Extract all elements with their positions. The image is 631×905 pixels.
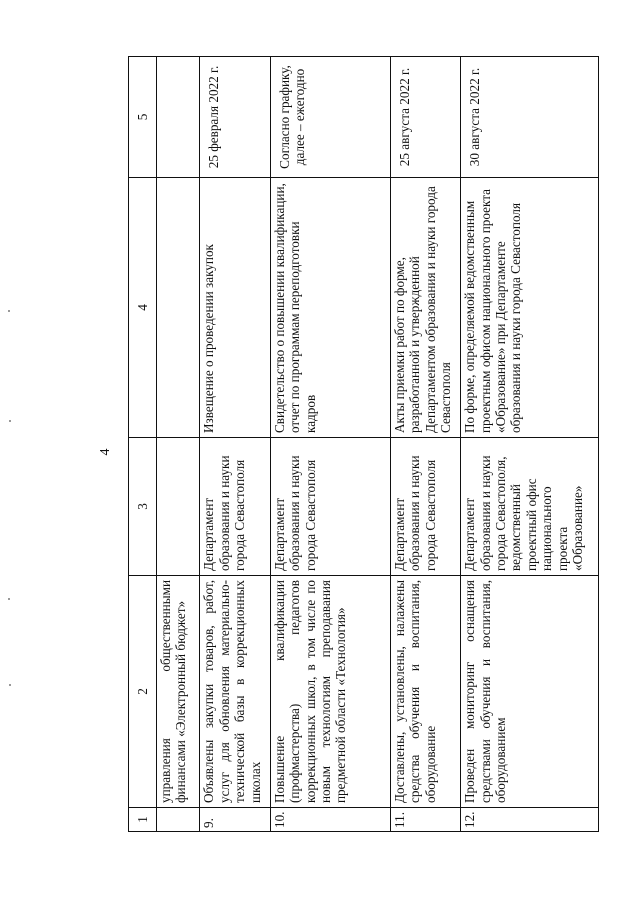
row-number: 11. <box>390 808 460 832</box>
rotated-table-container <box>128 57 599 832</box>
row-deadline: Согласно графику, далее – ежегодно <box>270 57 390 178</box>
row-number <box>156 808 199 832</box>
row-executor: Департамент образования и науки города Севастополя <box>270 438 390 576</box>
row-executor <box>156 438 199 576</box>
row-executor: Департамент образования и науки города Севастополя <box>390 438 460 576</box>
row-action: управления общественными финансами «Электронный бюджет» <box>156 576 199 808</box>
header-col-2: 2 <box>129 576 157 808</box>
row-executor: Департамент образования и науки города Севастополя, ведомственный проектный офис национального проекта «Образование» <box>461 438 599 576</box>
row-action: Проведен мониторинг оснащения средствами обучения и воспитания, оборудованием <box>461 576 599 808</box>
row-document <box>156 178 199 438</box>
table-row <box>270 57 390 832</box>
row-action: Объявлены закупки товаров, работ, услуг для обновления материально-технической базы в коррекционных школах <box>200 576 270 808</box>
header-col-3: 3 <box>129 438 157 576</box>
row-executor: Департамент образования и науки города Севастополя <box>200 438 270 576</box>
row-document: Свидетельство о повышении квалификации, отчет по программам переподготовки кадров <box>270 178 390 438</box>
table-row <box>200 57 270 832</box>
header-col-4: 4 <box>129 178 157 438</box>
row-document: Извещение о проведении закупок <box>200 178 270 438</box>
table-row <box>390 57 460 832</box>
row-number: 12. <box>461 808 599 832</box>
table-row <box>156 57 199 832</box>
row-document: По форме, определяемой ведомственным проектным офисом национального проекта «Образование» при Департаменте образования и науки города Севастополя <box>461 178 599 438</box>
row-deadline <box>156 57 199 178</box>
table-row <box>461 57 599 832</box>
table-header-row <box>129 57 157 832</box>
header-col-5: 5 <box>129 57 157 178</box>
row-deadline: 25 февраля 2022 г. <box>200 57 270 178</box>
row-document: Акты приемки работ по форме, разработанной и утвержденной Департаментом образования и науки города Севастополя <box>390 178 460 438</box>
header-col-1: 1 <box>129 808 157 832</box>
row-action: Повышение квалификации (профмастерства) педагогов коррекционных школ, в том числе по новым технологиям преподавания предметной области «Технология» <box>270 576 390 808</box>
row-deadline: 25 августа 2022 г. <box>390 57 460 178</box>
page-number: 4 <box>98 448 113 456</box>
row-number: 10. <box>270 808 390 832</box>
row-action: Доставлены, установлены, налажены средства обучения и воспитания, оборудование <box>390 576 460 808</box>
plan-table <box>128 56 599 832</box>
row-number: 9. <box>200 808 270 832</box>
row-deadline: 30 августа 2022 г. <box>461 57 599 178</box>
